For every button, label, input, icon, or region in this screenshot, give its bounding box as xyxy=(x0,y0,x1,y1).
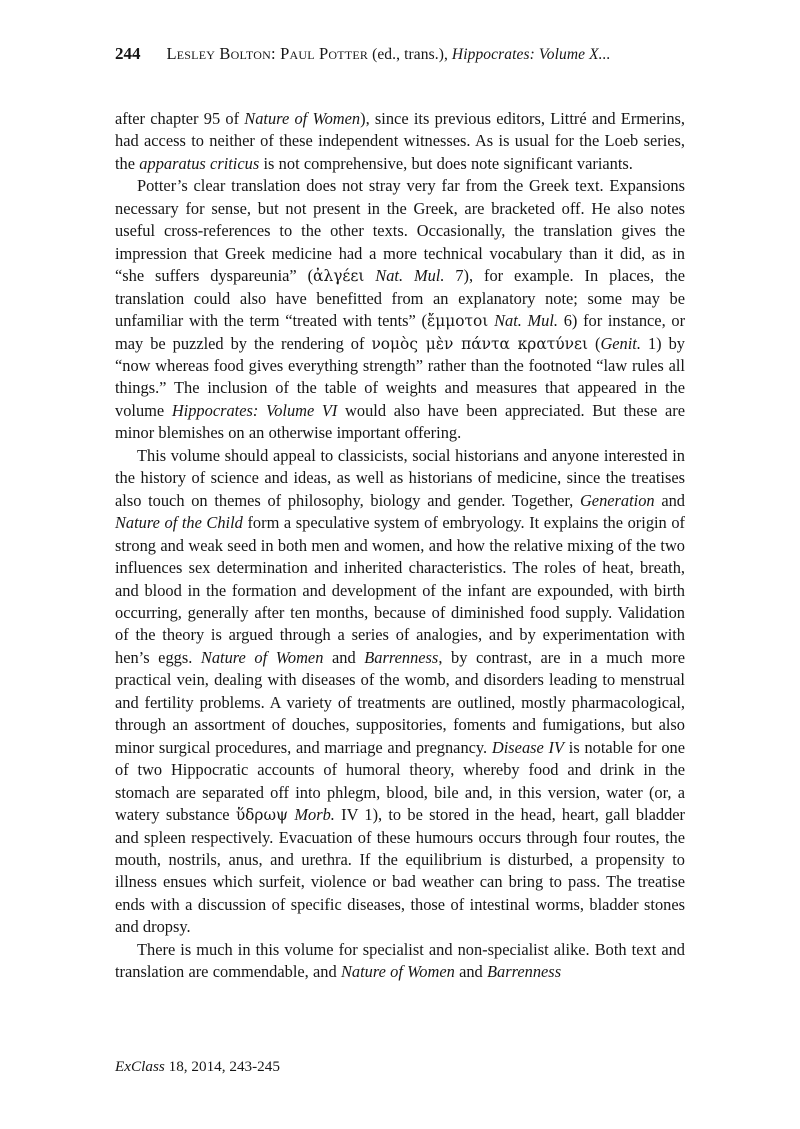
greek-text-run: ἀλγέει xyxy=(313,267,365,286)
page-folio-number: 244 xyxy=(115,44,141,63)
running-head xyxy=(115,44,685,70)
text-run: This volume should appeal to classicists, social historians and anyone interested in the history of science and ideas, as well as historians of medicine, since the treatises also touch on themes of philosophy, biology and gender. Together, xyxy=(115,445,685,510)
italic-title-run: Nature of the Child xyxy=(115,513,243,533)
text-run: after chapter 95 of xyxy=(115,109,245,128)
body-paragraph xyxy=(115,939,685,984)
text-run: 7), for example. In places, the translation could also have benefitted from an explanatory note; some may be unfamiliar with the term “treated with tents” ( xyxy=(115,266,686,331)
italic-title-run: Disease IV xyxy=(491,737,565,757)
paragraph-list xyxy=(115,108,685,984)
text-run: , by contrast, are in a much more practical vein, dealing with diseases of the womb, and disorders leading to menstrual and fertility problems. A variety of treatments are outlined, mostly pharmacological, through an assortment of douches, suppositories, foments and fumigations, but also minor surgical procedures, and marriage and pregnancy. xyxy=(115,647,685,757)
italic-title-run: Nature of Women xyxy=(244,109,361,128)
running-head-editorial-note: (ed., trans.), xyxy=(368,46,452,63)
italic-title-run: Generation xyxy=(579,490,655,510)
body-paragraph xyxy=(115,108,685,175)
page-footer xyxy=(115,1058,280,1076)
italic-title-run: Nat. Mul. xyxy=(375,266,445,286)
italic-title-run: Hippocrates: Volume VI xyxy=(171,400,338,420)
italic-title-run: Nature of Women xyxy=(200,647,324,667)
text-run: is notable for one of two Hippocratic accounts of humoral theory, whereby food and drink in the stomach are separated off into phlegm, blood, bile and, in this version, water (or, a watery substance xyxy=(115,737,686,825)
italic-title-run: Genit. xyxy=(600,333,641,353)
italic-title-run: Barrenness xyxy=(364,647,439,667)
running-head-work-title: Hippocrates: Volume X... xyxy=(451,46,611,63)
body-text-block xyxy=(115,108,685,984)
italic-title-run: Nat. Mul. xyxy=(494,311,559,331)
text-run: 1) by “now whereas food gives everything strength” rather than the footnoted “law rules all things.” The inclusion of the table of weights and measures that appeared in the volume xyxy=(115,333,685,420)
text-run: would also have been appreciated. But these are minor blemishes on an otherwise important offering. xyxy=(115,400,685,443)
greek-text-run: ὕδρωψ xyxy=(235,806,289,825)
footer-journal-name: ExClass xyxy=(115,1058,165,1075)
text-run: IV 1), to be stored in the head, heart, gall bladder and spleen respectively. Evacuation of these humours occurs through four routes, the mouth, nostrils, anus, and urethra. If the equilibrium is disturbed, a propensity to illness ensues which surfeit, violence or bad weather can bring to pass. The treatise ends with a discussion of specific diseases, those of intestinal worms, bladder stones and dropsy. xyxy=(115,805,686,937)
text-run xyxy=(364,266,375,285)
text-run: 6) for instance, or may be puzzled by the rendering of xyxy=(115,311,686,353)
body-paragraph xyxy=(115,175,685,444)
text-run: form a speculative system of embryology. It explains the origin of strong and weak seed in both men and women, and how the relative mixing of the two influences sex determination and inherited characteristics. The roles of heat, breath, and blood in the formation and development of the infant are expounded, with birth occurring, generally after ten months, because of diminished food supply. Validation of the theory is argued through a series of analogies, and by experimentation with hen’s eggs. xyxy=(115,513,685,667)
greek-text-run: ἔμμοτοι xyxy=(427,312,489,331)
text-run: and xyxy=(654,490,685,510)
greek-text-run: νομὸς μὲν πάντα κρατύνει xyxy=(371,334,588,353)
text-run: and xyxy=(323,647,365,667)
text-run: ( xyxy=(587,333,601,353)
footer-citation: 18, 2014, 243-245 xyxy=(164,1058,280,1075)
running-head-authors: Lesley Bolton: Paul Potter xyxy=(166,44,369,63)
text-run: and xyxy=(454,962,488,982)
italic-title-run: Barrenness xyxy=(487,962,562,982)
text-run: is not comprehensive, but does note significant variants. xyxy=(259,153,633,173)
text-run: ), since its previous editors, Littré and Ermerins, had access to neither of these independent witnesses. As is usual for the Loeb series, the xyxy=(115,109,685,173)
text-run: There is much in this volume for specialist and non-specialist alike. Both text and translation are commendable, and xyxy=(115,939,685,982)
body-paragraph xyxy=(115,445,685,939)
text-run: Potter’s clear translation does not stray very far from the Greek text. Expansions necessary for sense, but not present in the Greek, are bracketed off. He also notes useful cross-references to the other texts. Occasionally, the translation gives the impression that Greek medicine had a more technical vocabulary than it did, as in “she suffers dyspareunia” ( xyxy=(115,176,685,286)
italic-title-run: Morb. xyxy=(294,805,335,825)
italic-title-run: Nature of Women xyxy=(340,962,455,982)
italic-title-run: apparatus criticus xyxy=(139,153,260,173)
